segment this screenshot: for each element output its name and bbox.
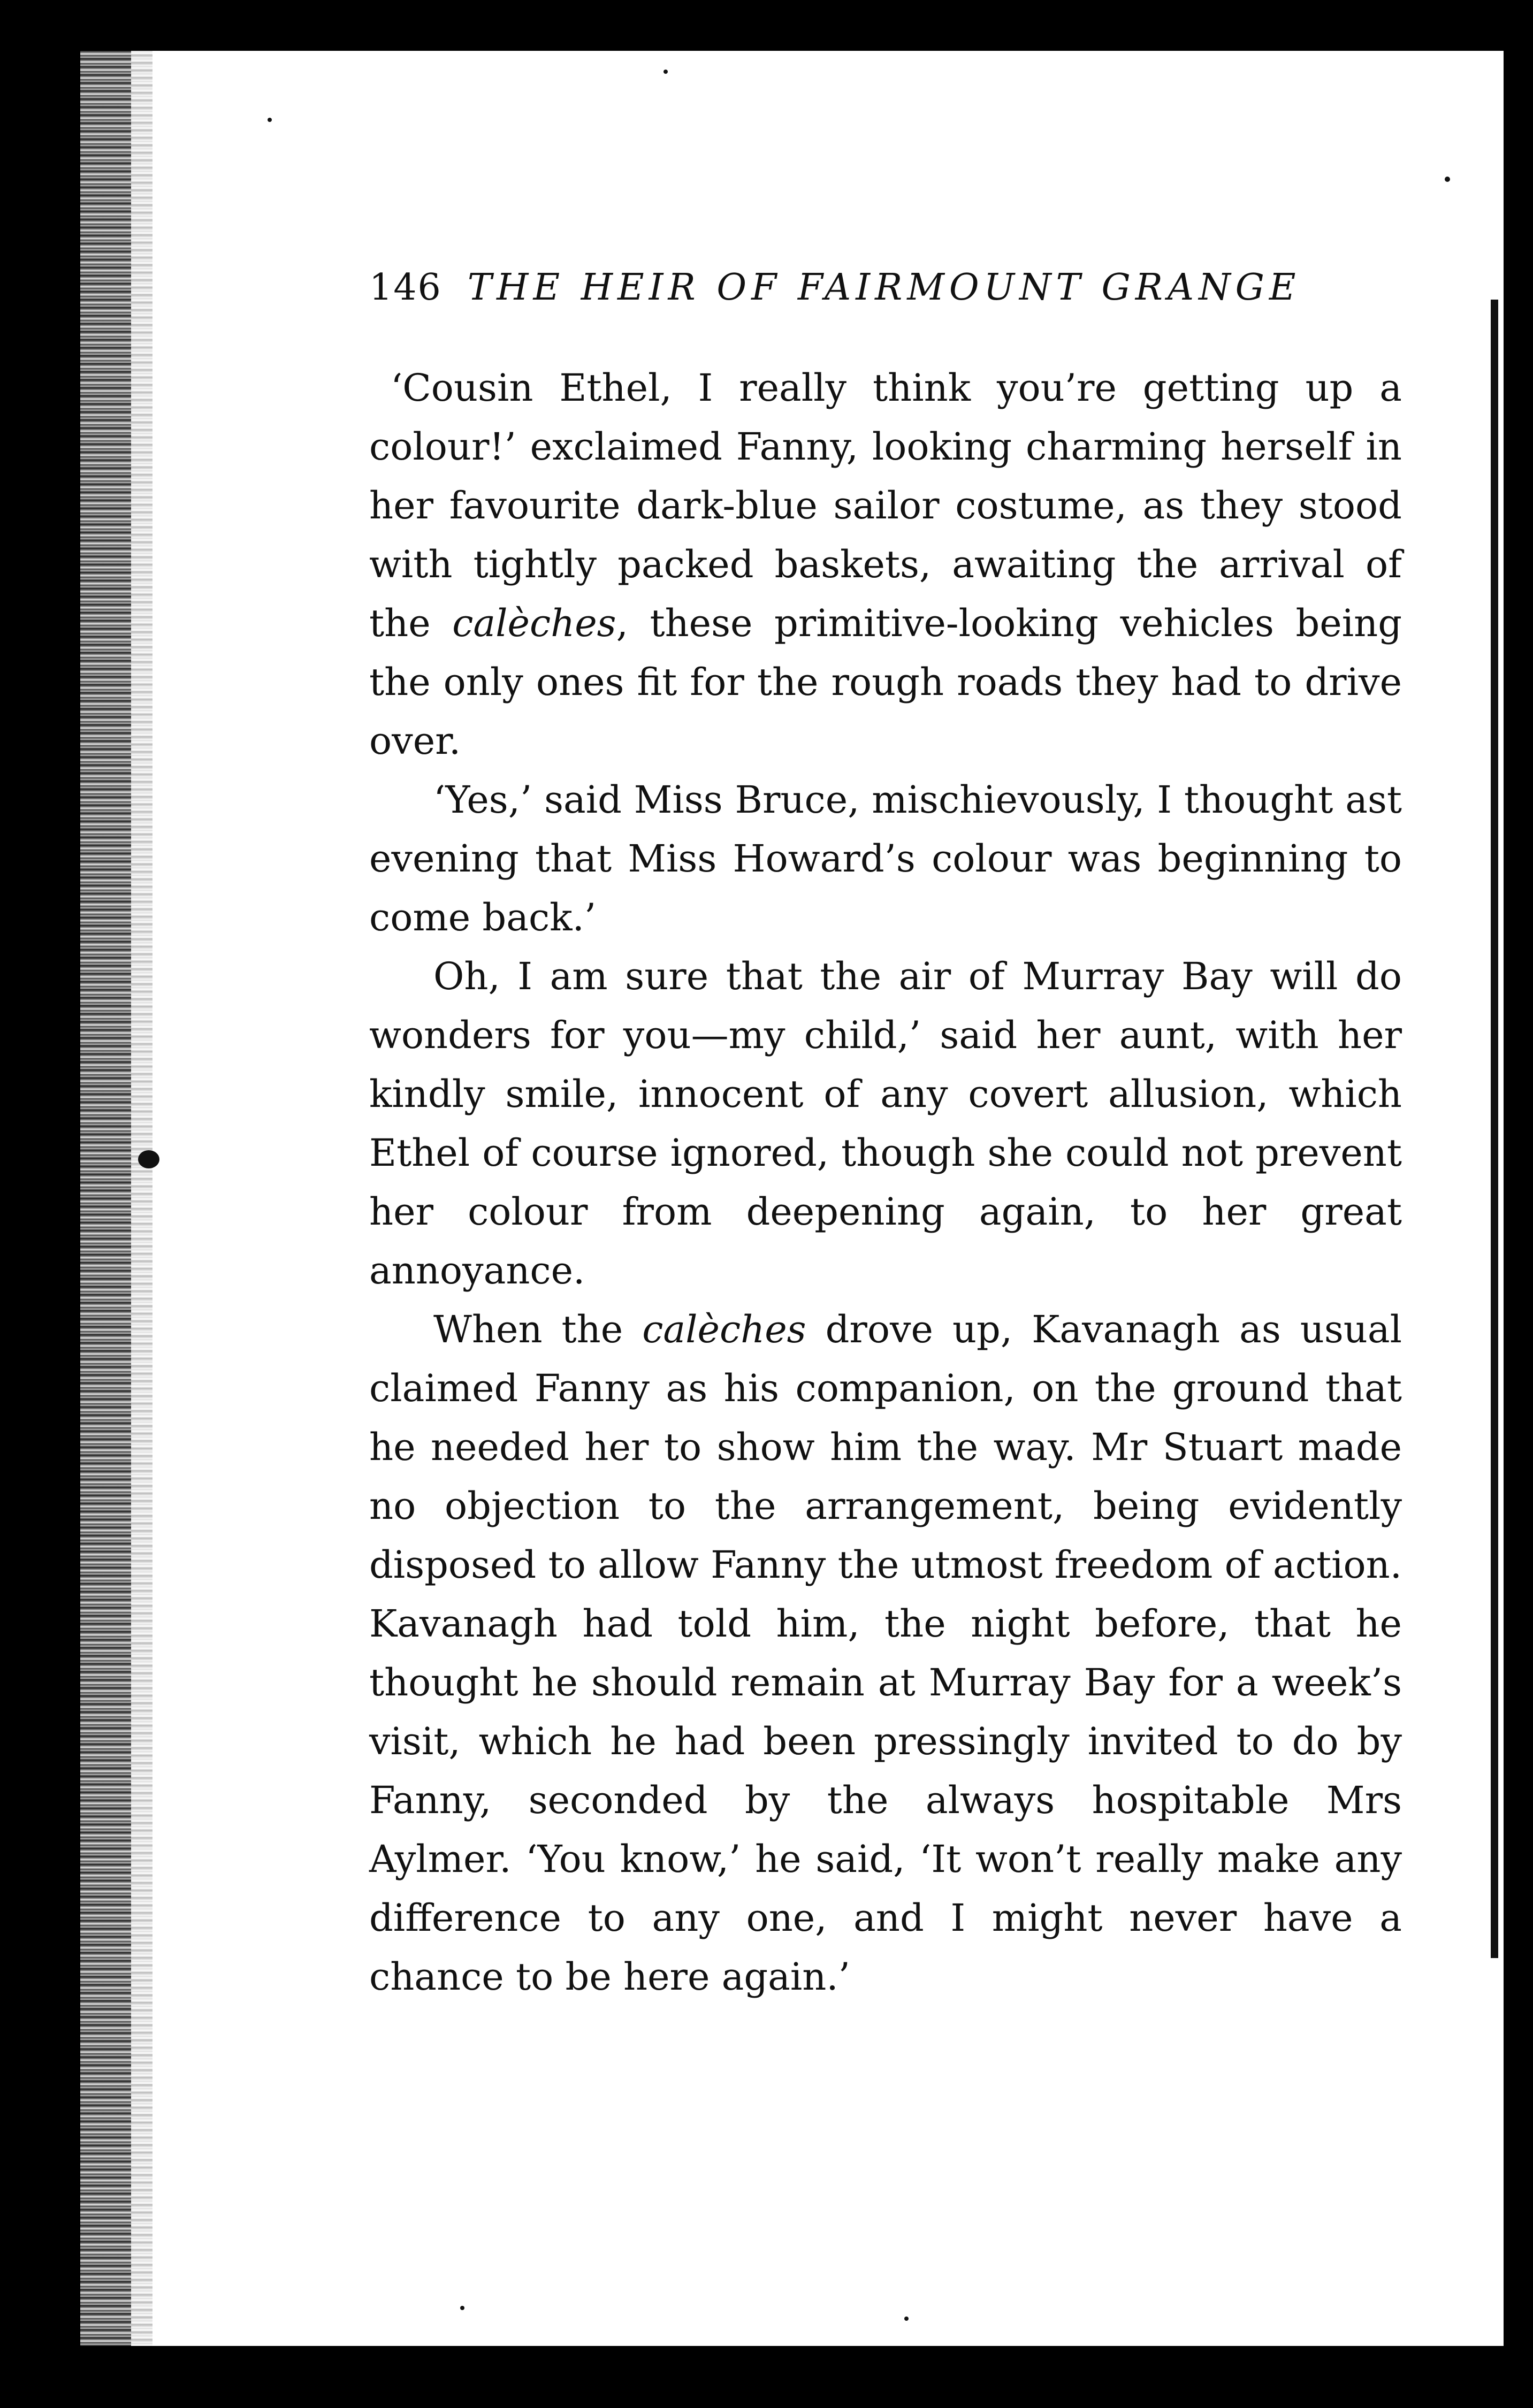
- binding-shadow: [80, 51, 131, 2346]
- running-head: [369, 266, 1407, 309]
- speck: [268, 118, 272, 122]
- italic-text: calèches: [642, 1308, 806, 1351]
- binding-shadow-inner: [131, 51, 152, 2346]
- running-title: THE HEIR OF FAIRMOUNT GRANGE: [467, 266, 1301, 309]
- body-text: [369, 358, 1402, 2006]
- paragraph: [369, 358, 1402, 770]
- paragraph-text: ‘Cousin Ethel, I really think you’re getting up a colour!’ exclaimed Fanny, looking charming herself in her favourite dark-blue sailor costume, as they stood with tightly packed baskets, awaiting the arrival of the: [369, 366, 1402, 645]
- paragraph-text: drove up, Kavanagh as usual claimed Fanny as his companion, on the ground that he needed her to show him the way. Mr Stuart made no objection to the arrangement, being evidently disposed to allow Fanny the utmost freedom of action. Kavanagh had told him, the night before, that he thought he should remain at Murray Bay for a week’s visit, which he had been pressingly invited to do by Fanny, seconded by the always hospitable Mrs Aylmer. ‘You know,’ he said, ‘It won’t really make any difference to any one, and I might never have a chance to be here again.’: [369, 1308, 1402, 1999]
- speck: [138, 1150, 159, 1168]
- paragraph-text: When the: [433, 1308, 643, 1351]
- paragraph: [369, 770, 1402, 947]
- paragraph: [369, 947, 1402, 1300]
- page-edge-mark: [1491, 300, 1498, 1958]
- speck: [460, 2306, 464, 2310]
- speck: [1445, 177, 1450, 182]
- paragraph-text: ‘Yes,’ said Miss Bruce, mischievously, I thought ast evening that Miss Howard’s colour was beginning to come back.’: [369, 778, 1402, 939]
- italic-text: calèches: [452, 601, 616, 645]
- speck: [663, 70, 668, 74]
- paragraph-text: Oh, I am sure that the air of Murray Bay will do wonders for you—my child,’ said her aunt, with her kindly smile, innocent of any covert allusion, which Ethel of course ignored, though she could not prevent her colour from deepening again, to her great annoyance.: [369, 954, 1402, 1293]
- speck: [904, 2317, 909, 2321]
- page-number: 146: [369, 266, 442, 309]
- paragraph: [369, 1300, 1402, 2006]
- paragraph-text: , these primitive-looking vehicles being the only ones fit for the rough roads they had to drive over.: [369, 601, 1402, 763]
